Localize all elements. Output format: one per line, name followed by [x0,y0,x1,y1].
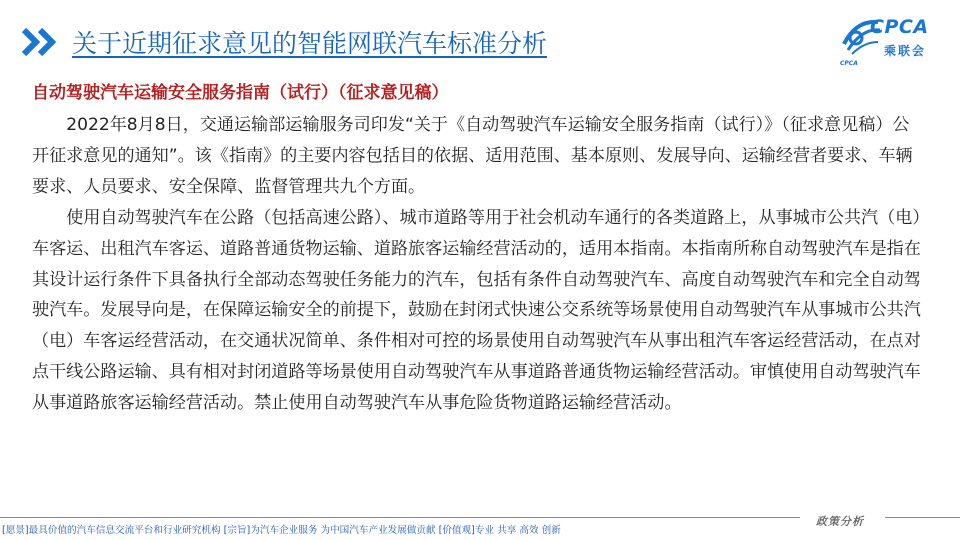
footer-text: [愿景]最具价值的汽车信息交流平台和行业研究机构 [宗旨]为汽车企业服务 为中国汽车产业发展做贡献 [价值观]专业 共享 高效 创新 [2,525,561,536]
paragraph: 2022年8月8日，交通运输部运输服务司印发“关于《自动驾驶汽车运输安全服务指南（试行）》（征求意见稿）公开征求意见的通知”。该《指南》的主要内容包括目的依据、适用范围、基本原则、发展导向、运输经营者要求、车辆要求、人员要求、安全保障、监督管理共九个方面。 [32,115,913,197]
logo-subtext: 乘联会 [884,44,927,58]
double-chevron-icon [22,28,66,56]
logo-text: CPCA [870,16,929,38]
cpca-logo [838,14,948,68]
footer-tag: 政策分析 [816,515,864,528]
footer-divider-right [885,517,960,518]
section-subtitle: 自动驾驶汽车运输安全服务指南（试行）（征求意见稿） [32,83,449,103]
body-text [32,110,922,419]
page-title: 关于近期征求意见的智能网联汽车标准分析 [72,29,548,58]
footer-divider [0,517,800,518]
header [22,22,722,62]
paragraph: 使用自动驾驶汽车在公路（包括高速公路）、城市道路等用于社会机动车通行的各类道路上，从事城市公共汽（电）车客运、出租汽车客运、道路普通货物运输、道路旅客运输经营活动的，适用本指南。本指南所称自动驾驶汽车是指在其设计运行条件下具备执行全部动态驾驶任务能力的汽车，包括有条件自动驾驶汽车、高度自动驾驶汽车和完全自动驾驶汽车。发展导向是，在保障运输安全的前提下，鼓励在封闭式快速公交系统等场景使用自动驾驶汽车从事城市公共汽（电）车客运经营活动，在交通状况简单、条件相对可控的场景使用自动驾驶汽车从事出租汽车客运经营活动，在点对点干线公路运输、具有相对封闭道路等场景使用自动驾驶汽车从事道路普通货物运输经营活动。审慎使用自动驾驶汽车从事道路旅客运输经营活动。禁止使用自动驾驶汽车从事危险货物道路运输经营活动。 [32,207,921,414]
logo-small-text: CPCA [840,60,858,67]
